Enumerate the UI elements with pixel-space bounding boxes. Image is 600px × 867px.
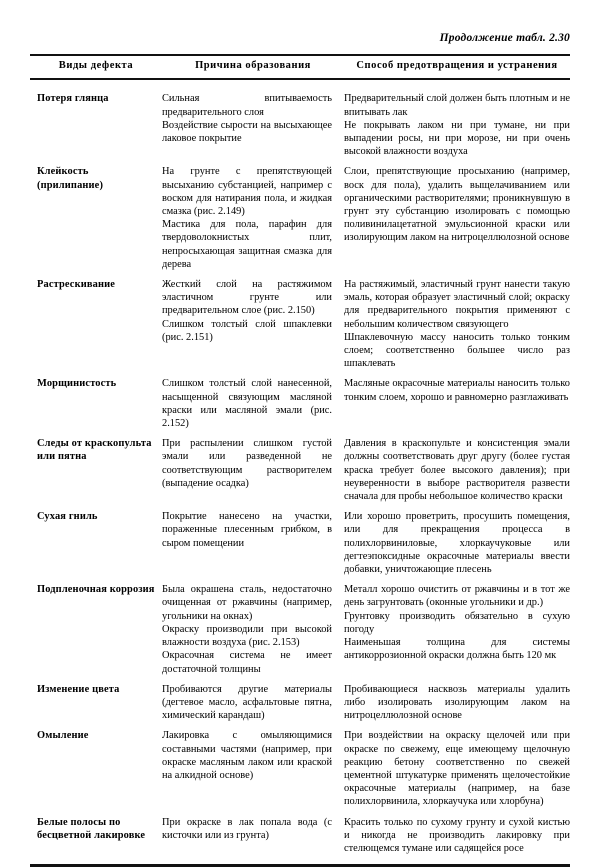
defect-type-cell xyxy=(30,92,162,105)
table-row xyxy=(30,437,570,503)
remedy-cell xyxy=(344,510,570,576)
remedy-cell xyxy=(344,165,570,244)
remedy-text: При воздействии на окраску щелочей или при окраске по свежему, еще имеющему щелочную реакцию бетону соответственно по свежей цементной штукатурке применять щелочестойкие окрасочные материалы (например, на базе полихлорвинила, хлоркаучука или хлорбуна) xyxy=(344,730,570,808)
table-bottom-rule xyxy=(30,864,570,866)
remedy-text: Слои, препятствующие просыханию (например, воск для пола), удалить выщелачиванием или органическими растворителями; проникнувшую в грунт эту субстанцию изолировать с помощью поливинилацетатной эмульсионной краски или изолирующим лаком на нитроцеллюлозной основе xyxy=(344,166,570,244)
remedy-text: На растяжимый, эластичный грунт нанести такую эмаль, которая образует эластичный слой; окраску для предварительного покрытия применяют с небольшим количеством связующего xyxy=(344,279,570,330)
remedy-cell xyxy=(344,729,570,808)
defect-type-text: Потеря глянца xyxy=(37,93,109,105)
defect-type-cell xyxy=(30,165,162,191)
defect-type-text: Следы от краскопульта или пятна xyxy=(37,438,152,463)
cause-cell xyxy=(162,92,344,145)
cause-cell xyxy=(162,437,344,490)
defect-type-cell xyxy=(30,278,162,291)
defect-type-text: Изменение цвета xyxy=(37,683,120,695)
cause-text: Воздействие сырости на высыхающее лаковое покрытие xyxy=(162,119,332,144)
table-row xyxy=(30,377,570,430)
defect-type-cell xyxy=(30,683,162,696)
remedy-text: Давления в краскопульте и консистенция эмали должны соответствовать друг другу (более густая краска требует более высокого давления); при неуверенности в выборе растворителя развести сначала для пробы небольшое количество краски xyxy=(344,438,570,503)
remedy-text: Шпаклевочную массу наносить только тонким слоем; соответственно большее число раз шпаклевать xyxy=(344,331,570,370)
cause-text: Сильная впитываемость предварительного слоя xyxy=(162,93,332,118)
cause-text: Мастика для пола, парафин для твердоволокнистых плит, непросыхающая защитная смазка для дерева xyxy=(162,219,332,270)
defect-type-cell xyxy=(30,437,162,463)
table-row xyxy=(30,165,570,271)
remedy-text: Металл хорошо очистить от ржавчины и в тот же день загрунтовать (оконные угольники и др.) xyxy=(344,584,570,609)
remedy-text: Красить только по сухому грунту и сухой кистью и никогда не производить лакировку при стелющемся тумане или садящейся росе xyxy=(344,816,570,854)
table-row xyxy=(30,683,570,723)
remedy-text: Или хорошо проветрить, просушить помещения, или для прекращения процесса в полихлорвиниловые, хлоркаучуковые или дегтеэпоксидные окрасочные материалы ввести добавки, уничтожающие плесень xyxy=(344,511,570,576)
table-row xyxy=(30,729,570,808)
defect-type-text: Клейкость (прилипание) xyxy=(37,166,104,191)
column-header-remedy: Способ предотвращения и устранения xyxy=(356,60,558,72)
table-body xyxy=(30,80,570,864)
table-row xyxy=(30,510,570,576)
cause-cell xyxy=(162,583,344,675)
cause-text: Слишком толстый слой шпаклевки (рис. 2.151) xyxy=(162,318,332,343)
remedy-text: Грунтовку производить обязательно в сухую погоду xyxy=(344,610,570,635)
cause-text: Окраску производили при высокой влажности воздуха (рис. 2.153) xyxy=(162,623,332,649)
remedy-cell xyxy=(344,583,570,662)
table-header-row xyxy=(30,56,570,78)
cause-cell xyxy=(162,278,344,344)
table-row xyxy=(30,278,570,370)
defect-type-cell xyxy=(30,583,162,596)
defect-type-text: Подпленочная коррозия xyxy=(37,584,155,596)
table-row xyxy=(30,583,570,675)
defect-type-text: Морщинистость xyxy=(37,378,117,390)
defect-type-cell xyxy=(30,510,162,523)
remedy-cell xyxy=(344,278,570,370)
remedy-text: Масляные окрасочные материалы наносить только тонким слоем, хорошо и равномерно разглаживать xyxy=(344,378,570,403)
remedy-cell xyxy=(344,683,570,723)
column-header-defect-type: Виды дефекта xyxy=(58,60,134,72)
cause-cell xyxy=(162,377,344,430)
defect-type-cell xyxy=(30,377,162,390)
remedy-cell xyxy=(344,816,570,856)
cause-cell xyxy=(162,510,344,550)
cause-text: Жесткий слой на растяжимом эластичном грунте или предварительном слое (рис. 2.150) xyxy=(162,279,332,317)
remedy-text: Наименьшая толщина для системы антикоррозионной окраски должна быть 120 мк xyxy=(344,637,570,662)
remedy-cell xyxy=(344,92,570,158)
defect-type-text: Растрескивание xyxy=(37,279,115,291)
table-row xyxy=(30,92,570,158)
defect-type-text: Сухая гниль xyxy=(37,511,98,523)
defect-type-text: Белые полосы по бесцветной лакировке xyxy=(37,816,146,841)
remedy-text: Пробивающиеся насквозь материалы удалить либо изолировать изолирующим лаком на нитроцеллюлозной основе xyxy=(344,683,570,722)
cause-cell xyxy=(162,165,344,271)
cause-cell xyxy=(162,729,344,782)
cause-text: На грунте с препятствующей высыханию субстанцией, например с воском для натирания пола, и жидкая смазка (рис. 2.149) xyxy=(162,166,332,217)
defect-type-cell xyxy=(30,729,162,742)
remedy-cell xyxy=(344,377,570,403)
table-continuation-caption-row xyxy=(30,28,570,46)
defects-table xyxy=(30,54,570,867)
defect-type-text: Омыление xyxy=(37,730,89,742)
cause-cell xyxy=(162,683,344,723)
cause-text: При окраске в лак попала вода (с кисточки или из грунта) xyxy=(162,816,332,841)
column-header-cause: Причина образования xyxy=(195,60,311,72)
cause-text: Была окрашена сталь, недостаточно очищенная от ржавчины (например, угольники на окнах) xyxy=(162,584,332,622)
cause-text: Окрасочная система не имеет достаточной толщины xyxy=(162,650,332,675)
cause-cell xyxy=(162,816,344,842)
defect-type-cell xyxy=(30,816,162,842)
cause-text: Слишком толстый слой нанесенной, насыщенной связующим масляной краски или масляной эмали (рис. 2.152) xyxy=(162,378,332,430)
cause-text: Пробиваются другие материалы (дегтевое масло, асфальтовые пятна, химический карандаш) xyxy=(162,683,332,722)
table-row xyxy=(30,816,570,856)
remedy-text: Предварительный слой должен быть плотным и не впитывать лак xyxy=(344,93,570,118)
cause-text: При распылении слишком густой эмали или разведенной не соответствующим растворителем (выпадение осадка) xyxy=(162,438,332,489)
table-continuation-caption: Продолжение табл. 2.30 xyxy=(439,32,570,44)
remedy-text: Не покрывать лаком ни при тумане, ни при выпадении росы, ни при морозе, ни при очень высокой влажности воздуха xyxy=(344,119,570,158)
cause-text: Лакировка с омыляющимися составными частями (например, при окраске масляным лаком или краской на алкидной основе) xyxy=(162,730,332,781)
cause-text: Покрытие нанесено на участки, пораженные плесенным грибком, в сыром помещении xyxy=(162,511,332,549)
remedy-cell xyxy=(344,437,570,503)
